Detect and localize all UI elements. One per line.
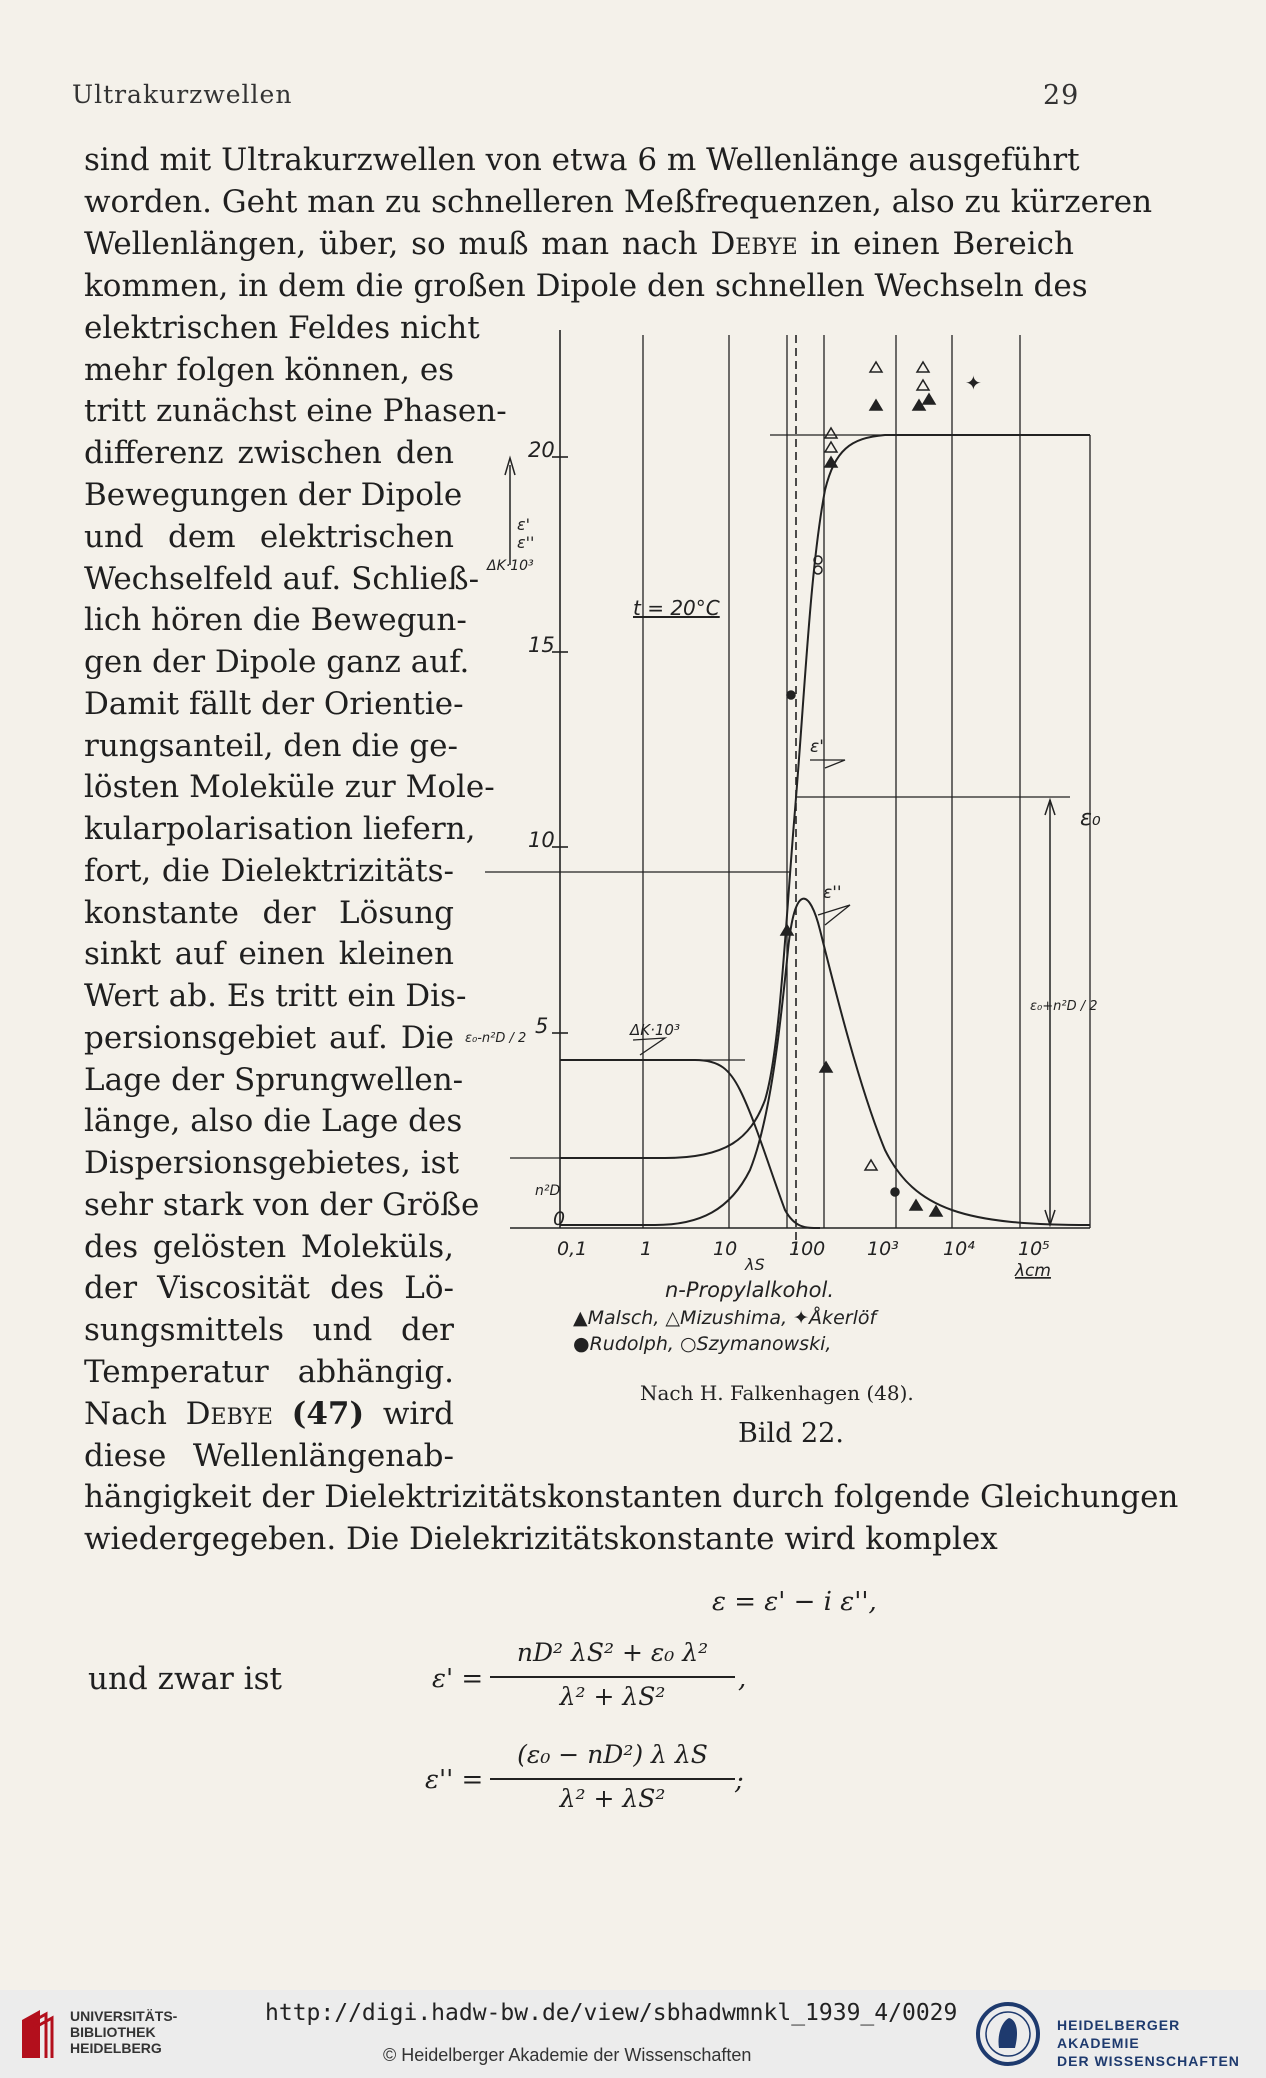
text-line: mehr folgen können, es (84, 352, 455, 388)
x-axis-label: λcm (1015, 1261, 1051, 1281)
fraction-bar (490, 1676, 735, 1678)
text-line: fort, die Dielektrizitäts- (84, 853, 454, 889)
reference-number: (47) (291, 1396, 365, 1432)
curve-label-eps-prime: ε' (810, 737, 824, 757)
text-line: rungsanteil, den die ge- (84, 728, 458, 764)
substance-label: n-Propylalkohol. (665, 1278, 835, 1302)
data-points (781, 362, 942, 1216)
author-name: Debye (185, 1396, 273, 1432)
eps-dprime-numerator: (ε₀ − nD²) λ λS (517, 1740, 708, 1769)
text-line: Lage der Sprungwellen- (84, 1062, 464, 1098)
figure-source: Nach H. Falkenhagen (48). (640, 1381, 914, 1405)
y-tick-label: 5 (535, 1014, 549, 1038)
y-tick-label: 20 (528, 438, 555, 462)
x-tick-label: 10 (713, 1238, 738, 1260)
running-title: Ultrakurzwellen (72, 80, 293, 109)
text-line: sungsmittels und der (84, 1312, 454, 1348)
eps-dprime-lhs: ε'' = (425, 1765, 484, 1795)
lambda-s-label: λS (745, 1255, 765, 1274)
x-tick-label: 1 (640, 1238, 653, 1260)
text-line: sind mit Ultrakurzwellen von etwa 6 m Wellenlänge ausgeführt (84, 142, 1080, 178)
text-line: des gelösten Moleküls, (84, 1229, 454, 1265)
author-name: Debye (710, 226, 798, 262)
equation-intro: und zwar ist (88, 1661, 282, 1697)
legend-line: ▲Malsch, △Mizushima, ✦Åkerlöf (573, 1307, 877, 1329)
curve-label-eps-dprime: ε'' (823, 883, 842, 903)
label-leaders (633, 760, 850, 1055)
text-line: der Viscosität des Lö- (84, 1270, 454, 1306)
delta-k-curve (560, 1060, 820, 1228)
y-tick-label: 15 (528, 633, 555, 657)
arrows (505, 458, 1055, 1225)
y-axis-label: ε'' (517, 533, 535, 552)
eps-prime-numerator: nD² λS² + ε₀ λ² (516, 1638, 709, 1667)
fraction-bar (490, 1778, 735, 1780)
text-line: tritt zunächst eine Phasen- (84, 393, 507, 429)
document-url[interactable]: http://digi.hadw-bw.de/view/sbhadwmnkl_1939_4/0029 (265, 2000, 958, 2026)
x-tick-label: 10⁵ (1018, 1238, 1050, 1260)
text-line: lösten Moleküle zur Mole- (84, 769, 495, 805)
university-library-logo (18, 2006, 62, 2062)
eps-dprime-end: ; (735, 1766, 744, 1796)
label-eps-plus-nd2: ε₀+n²D / 2 (1030, 999, 1098, 1014)
x-tick-label: 100 (789, 1238, 826, 1260)
text-line: Nach Debye (47) wird (84, 1396, 454, 1432)
eps-prime-denominator: λ² + λS² (559, 1682, 666, 1711)
y-axis-label: ε' (517, 515, 531, 534)
text-line: persionsgebiet auf. Die (84, 1020, 454, 1056)
academy-seal-icon (975, 1998, 1041, 2070)
text-line: lich hören die Bewegun- (84, 602, 467, 638)
viewer-footer (0, 1990, 1266, 2078)
y-tick-label: 0 (553, 1208, 566, 1230)
text-line: Damit fällt der Orientie- (84, 686, 464, 722)
text-line: worden. Geht man zu schnelleren Meßfrequenzen, also zu kürzeren (84, 184, 1153, 220)
y-axis-label: ΔK·10³ (487, 558, 534, 574)
equation-complex-permittivity: ε = ε' − i ε'', (712, 1587, 877, 1617)
text-line: wiedergegeben. Die Dielekrizitätskonstante wird komplex (84, 1521, 998, 1557)
y-tick-label: 10 (528, 828, 555, 852)
text-line: länge, also die Lage des (84, 1103, 463, 1139)
copyright: © Heidelberger Akademie der Wissenschaften (383, 2045, 752, 2065)
text-line: elektrischen Feldes nicht (84, 310, 480, 346)
label-eps-minus-nd2: ε₀-n²D / 2 (465, 1031, 527, 1046)
label-nd2: n²D (535, 1183, 561, 1199)
x-tick-label: 0,1 (557, 1238, 588, 1260)
text-line: Dispersionsgebietes, ist (84, 1145, 460, 1181)
akerlof-marker: ✦ (965, 371, 982, 395)
eps-dprime-denominator: λ² + λS² (559, 1784, 666, 1813)
eps-prime-lhs: ε' = (432, 1664, 484, 1694)
label-eps0: ε₀ (1080, 806, 1101, 831)
page-number: 29 (1043, 80, 1080, 111)
academy-name: HEIDELBERGER AKADEMIE DER WISSENSCHAFTEN (1057, 2017, 1240, 2069)
x-tick-label: 10⁴ (943, 1238, 975, 1260)
text-line: kularpolarisation liefern, (84, 811, 476, 847)
text-line: diese Wellenlängenab- (84, 1438, 454, 1474)
text-line: differenz zwischen den (84, 435, 454, 471)
dispersion-figure (465, 330, 1105, 1360)
text-line: Wechselfeld auf. Schließ- (84, 561, 480, 597)
eps-prime-end: , (738, 1664, 747, 1694)
text-line: kommen, in dem die großen Dipole den schnellen Wechseln des (84, 268, 1088, 304)
text-line: konstante der Lösung (84, 895, 454, 931)
text-line: Wert ab. Es tritt ein Dis- (84, 978, 467, 1014)
library-name: UNIVERSITÄTS- BIBLIOTHEK HEIDELBERG (70, 2008, 178, 2056)
text-line: hängigkeit der Dielektrizitätskonstanten durch folgende Gleichungen (84, 1479, 1179, 1515)
text-line: sehr stark von der Größe (84, 1187, 480, 1223)
x-tick-label: 10³ (867, 1238, 899, 1260)
text-line: sinkt auf einen kleinen (84, 936, 454, 972)
legend-line: ●Rudolph, ○Szymanowski, (573, 1333, 832, 1355)
grid-lines (643, 335, 1090, 1228)
eps-dprime-curve (560, 899, 1090, 1225)
text-line: und dem elektrischen (84, 519, 454, 555)
curve-label-delta-k: ΔK·10³ (630, 1021, 680, 1039)
text-line: Temperatur abhängig. (84, 1354, 454, 1390)
figure-number: Bild 22. (738, 1418, 844, 1449)
text-line: Wellenlängen, über, so muß man nach Debye in einen Bereich (84, 226, 1074, 262)
temperature-label: t = 20°C (633, 596, 720, 620)
text-line: Bewegungen der Dipole (84, 477, 463, 513)
text-line: gen der Dipole ganz auf. (84, 644, 470, 680)
